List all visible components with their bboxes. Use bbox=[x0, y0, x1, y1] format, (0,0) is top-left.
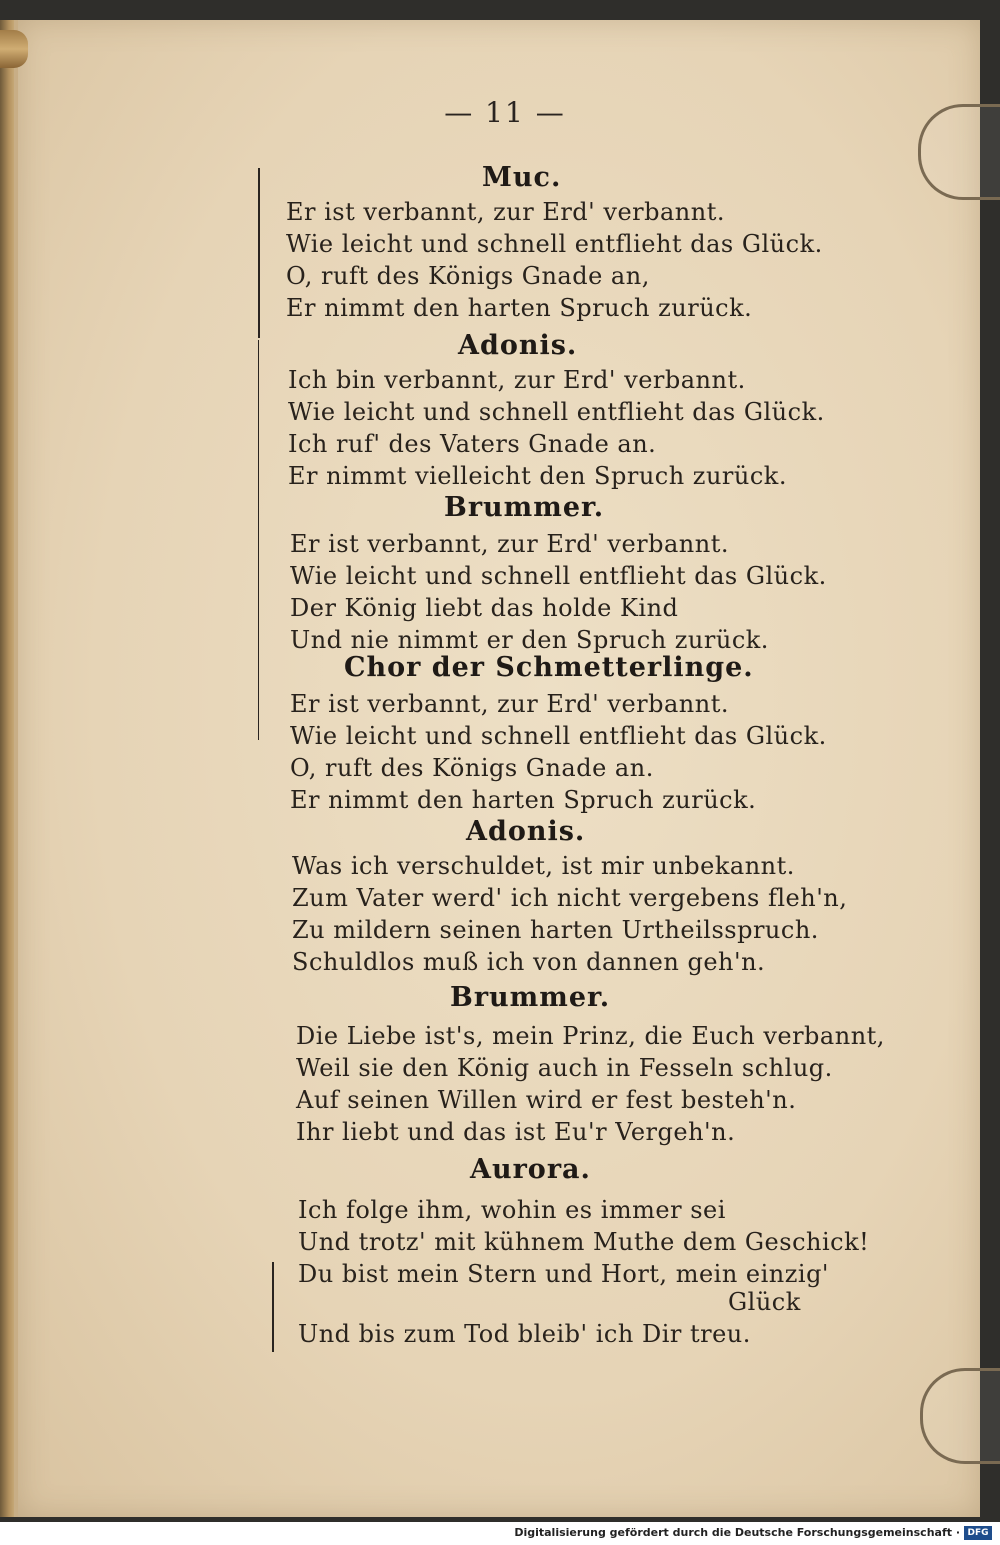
verse-line: Wie leicht und schnell entflieht das Glück. bbox=[286, 230, 823, 258]
speaker-name: Brummer. bbox=[450, 982, 611, 1013]
verse-line: O, ruft des Königs Gnade an. bbox=[290, 754, 654, 782]
verse-line: Er ist verbannt, zur Erd' verbannt. bbox=[286, 198, 725, 226]
verse-line: Was ich verschuldet, ist mir unbekannt. bbox=[292, 852, 795, 880]
speaker-name: Adonis. bbox=[466, 816, 586, 847]
speaker-name: Aurora. bbox=[470, 1154, 591, 1185]
verse-line: Schuldlos muß ich von dannen geh'n. bbox=[292, 948, 766, 976]
verse-line: Ich ruf' des Vaters Gnade an. bbox=[288, 430, 657, 458]
verse-line: Die Liebe ist's, mein Prinz, die Euch verbannt, bbox=[296, 1022, 885, 1050]
verse-line: Er nimmt den harten Spruch zurück. bbox=[290, 786, 757, 814]
verse-line: Du bist mein Stern und Hort, mein einzig' bbox=[298, 1260, 830, 1288]
verse-line: Wie leicht und schnell entflieht das Glück. bbox=[290, 562, 827, 590]
footer-credit-text: Digitalisierung gefördert durch die Deutsche Forschungsgemeinschaft · bbox=[514, 1526, 960, 1539]
margin-bracket bbox=[272, 1262, 274, 1352]
verse-line: Glück bbox=[728, 1288, 801, 1316]
page-clip-top bbox=[918, 104, 1000, 200]
verse-line: Zu mildern seinen harten Urtheilsspruch. bbox=[292, 916, 819, 944]
page-clip-bottom bbox=[920, 1368, 1000, 1464]
verse-line: Und trotz' mit kühnem Muthe dem Geschick! bbox=[298, 1228, 870, 1256]
digitization-footer bbox=[0, 1522, 1000, 1545]
verse-line: Der König liebt das holde Kind bbox=[290, 594, 679, 622]
verse-line: Ihr liebt und das ist Eu'r Vergeh'n. bbox=[296, 1118, 736, 1146]
verse-line: Weil sie den König auch in Fesseln schlug. bbox=[296, 1054, 833, 1082]
verse-line: Und bis zum Tod bleib' ich Dir treu. bbox=[298, 1320, 751, 1348]
speaker-name: Muc. bbox=[482, 162, 562, 193]
speaker-name: Adonis. bbox=[458, 330, 578, 361]
verse-line: Ich bin verbannt, zur Erd' verbannt. bbox=[288, 366, 746, 394]
verse-line: Auf seinen Willen wird er fest besteh'n. bbox=[296, 1086, 797, 1114]
verse-line: Er nimmt vielleicht den Spruch zurück. bbox=[288, 462, 787, 490]
verse-line: Und nie nimmt er den Spruch zurück. bbox=[290, 626, 769, 654]
verse-line: Wie leicht und schnell entflieht das Glück. bbox=[290, 722, 827, 750]
verse-line: Zum Vater werd' ich nicht vergebens fleh'n, bbox=[292, 884, 848, 912]
verse-line: Er ist verbannt, zur Erd' verbannt. bbox=[290, 530, 729, 558]
verse-line: Ich folge ihm, wohin es immer sei bbox=[298, 1196, 726, 1224]
dfg-logo: DFG bbox=[964, 1526, 992, 1540]
verse-line: O, ruft des Königs Gnade an, bbox=[286, 262, 650, 290]
verse-line: Er ist verbannt, zur Erd' verbannt. bbox=[290, 690, 729, 718]
verse-line: Er nimmt den harten Spruch zurück. bbox=[286, 294, 753, 322]
page-number: — 11 — bbox=[444, 96, 566, 129]
speaker-name: Chor der Schmetterlinge. bbox=[344, 652, 754, 683]
margin-bracket bbox=[258, 168, 260, 338]
margin-bracket bbox=[258, 340, 259, 740]
speaker-name: Brummer. bbox=[444, 492, 605, 523]
verse-line: Wie leicht und schnell entflieht das Glück. bbox=[288, 398, 825, 426]
binding-ring bbox=[0, 30, 28, 68]
